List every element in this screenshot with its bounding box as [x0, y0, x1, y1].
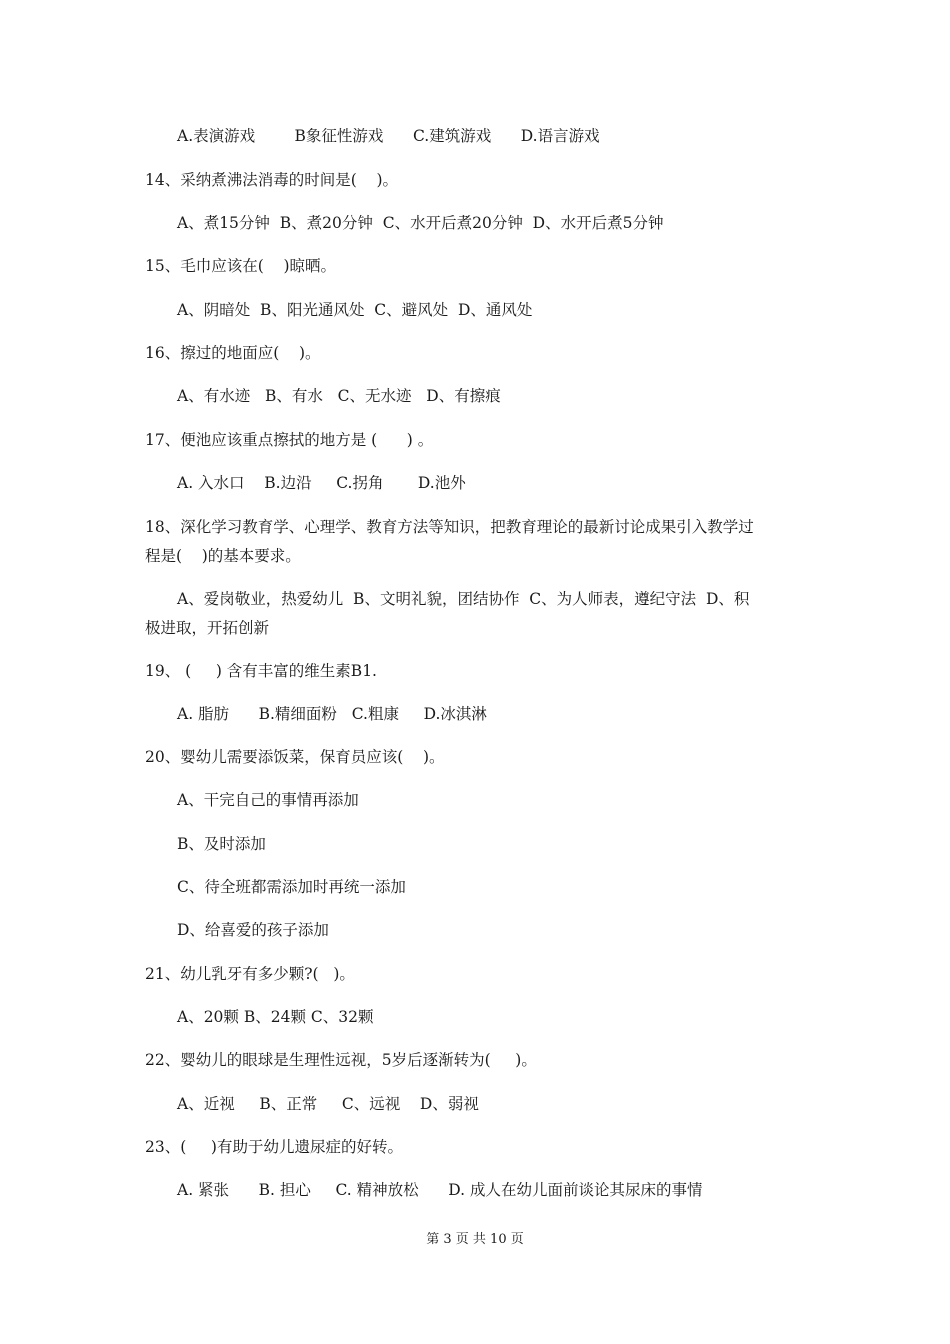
- q14-options: A、煮15分钟 B、煮20分钟 C、水开后煮20分钟 D、水开后煮5分钟: [177, 214, 664, 232]
- q20-option-d: D、给喜爱的孩子添加: [177, 921, 329, 939]
- q23-options: A. 紧张 B. 担心 C. 精神放松 D. 成人在幼儿面前谈论其尿床的事情: [177, 1181, 703, 1199]
- q19-options: A. 脂肪 B.精细面粉 C.粗康 D.冰淇淋: [177, 705, 487, 723]
- q20-option-b: B、及时添加: [177, 835, 266, 853]
- q20-question: 20、婴幼儿需要添饭菜，保育员应该( )。: [145, 748, 445, 766]
- q21-question: 21、幼儿乳牙有多少颗?( )。: [145, 965, 355, 983]
- q15-question: 15、毛巾应该在( )晾晒。: [145, 257, 337, 275]
- q18-question: 18、深化学习教育学、心理学、教育方法等知识，把教育理论的最新讨论成果引入教学过: [145, 518, 754, 536]
- q18-options-cont: 极进取，开拓创新: [145, 619, 270, 637]
- q18-question-cont: 程是( )的基本要求。: [145, 547, 301, 565]
- q17-question: 17、便池应该重点擦拭的地方是 ( ) 。: [145, 431, 434, 449]
- q16-question: 16、擦过的地面应( )。: [145, 344, 321, 362]
- q15-options: A、阴暗处 B、阳光通风处 C、避风处 D、通风处: [177, 301, 533, 319]
- page-footer: 第 3 页 共 10 页: [426, 1232, 524, 1247]
- q19-question: 19、 ( ) 含有丰富的维生素B1.: [145, 662, 377, 680]
- q22-question: 22、婴幼儿的眼球是生理性远视，5岁后逐渐转为( )。: [145, 1051, 537, 1069]
- q22-options: A、近视 B、正常 C、远视 D、弱视: [177, 1095, 479, 1113]
- q16-options: A、有水迹 B、有水 C、无水迹 D、有擦痕: [177, 387, 501, 405]
- q20-option-a: A、干完自己的事情再添加: [177, 791, 359, 809]
- q14-question: 14、采纳煮沸法消毒的时间是( )。: [145, 171, 399, 189]
- q17-options: A. 入水口 B.边沿 C.拐角 D.池外: [177, 474, 466, 492]
- q23-question: 23、( )有助于幼儿遗尿症的好转。: [145, 1138, 403, 1156]
- q20-option-c: C、待全班都需添加时再统一添加: [177, 878, 406, 896]
- q13-options: A.表演游戏 B象征性游戏 C.建筑游戏 D.语言游戏: [177, 127, 600, 145]
- q18-options: A、爱岗敬业，热爱幼儿 B、文明礼貌，团结协作 C、为人师表，遵纪守法 D、积: [177, 590, 750, 608]
- q21-options: A、20颗 B、24颗 C、32颗: [177, 1008, 374, 1026]
